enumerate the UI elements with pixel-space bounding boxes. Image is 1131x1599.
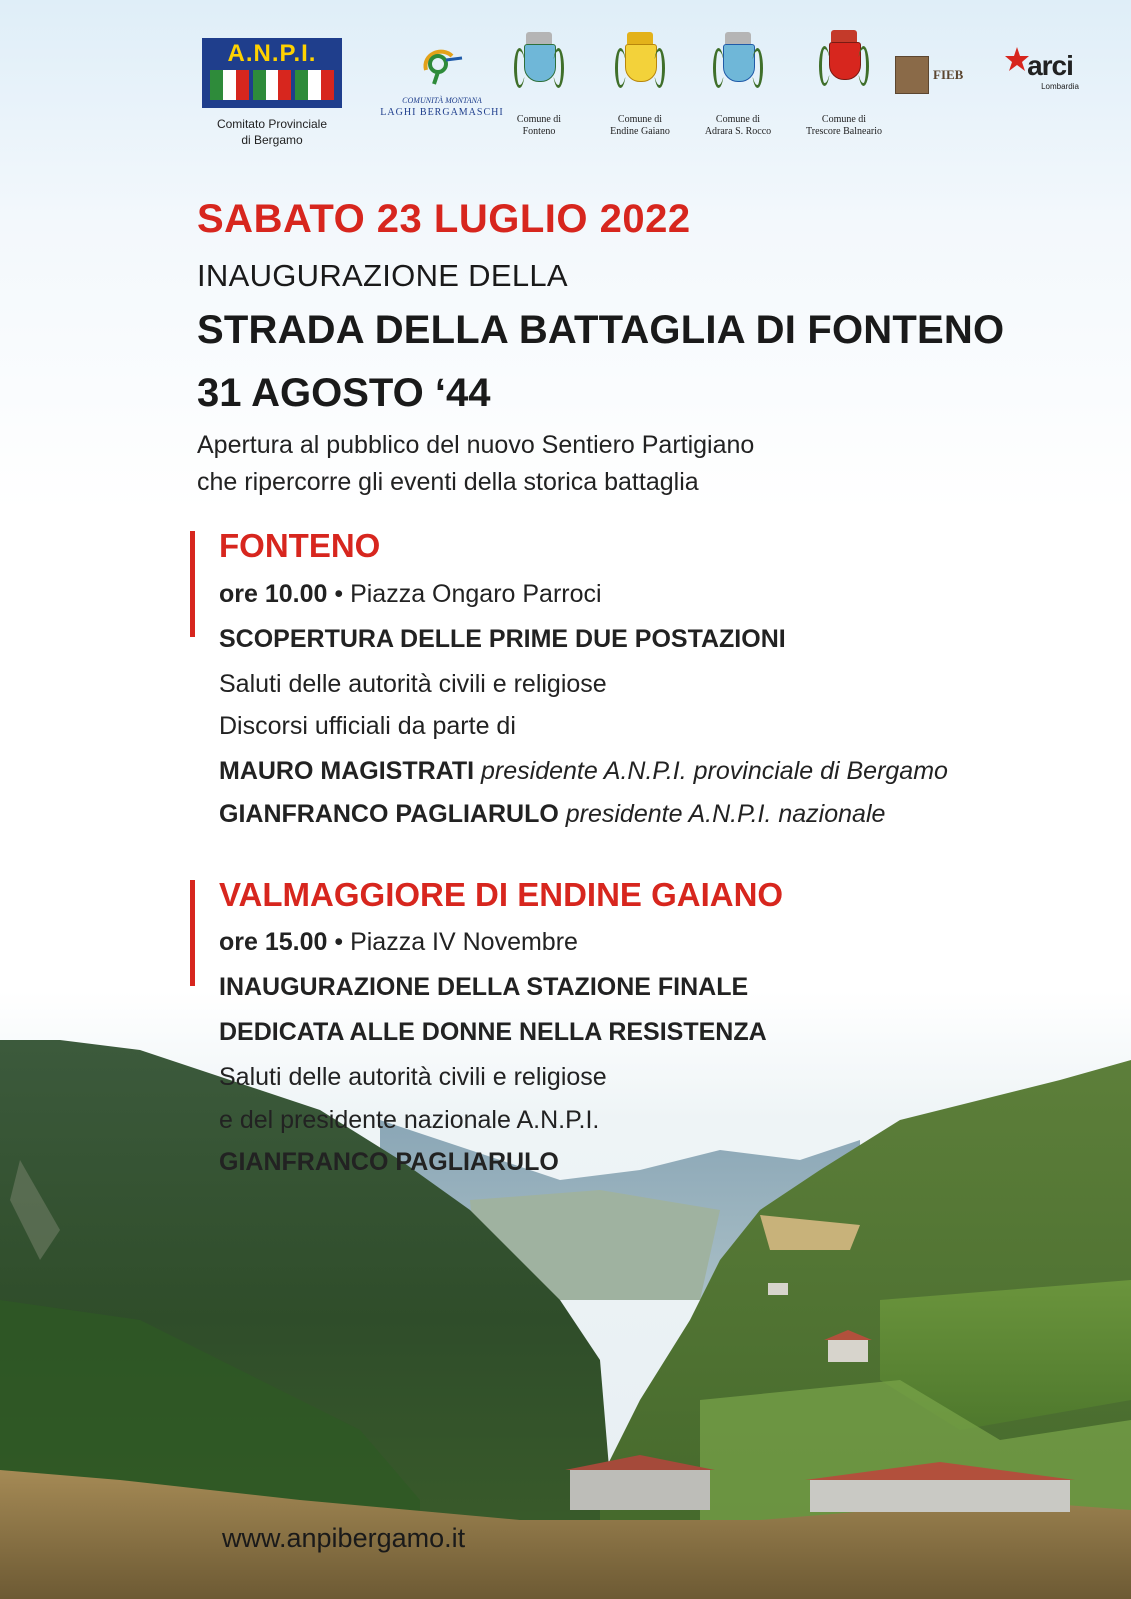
comune-fonteno-logo [496,32,582,138]
adrara-crest-icon [713,32,763,90]
valmaggiore-place: • Piazza IV Novembre [327,928,578,956]
fonteno-speaker2 [219,800,885,829]
fieb-text: FIEB [933,67,964,82]
endine-gaiano-crest-icon [615,32,665,90]
fonteno-time-place [219,580,602,609]
speaker1-role: presidente A.N.P.I. provinciale di Bergamo [474,757,948,785]
event-title: STRADA DELLA BATTAGLIA DI FONTENO [197,308,1005,352]
anpi-logo-text: A.N.P.I. [227,40,317,67]
fonteno-accent-bar [190,531,195,637]
trescore-crest-icon [819,30,869,88]
anpi-caption-line2: di Bergamo [241,133,303,147]
website-url: www.anpibergamo.it [222,1523,466,1553]
battle-date: 31 AGOSTO ‘44 [197,371,491,415]
comune-endine-gaiano-logo [590,32,690,138]
speaker2-name: GIANFRANCO PAGLIARULO [219,800,559,828]
subtitle-line1: Apertura al pubblico del nuovo Sentiero Partigiano [197,431,755,459]
valmaggiore-line2: e del presidente nazionale A.N.P.I. [219,1106,600,1134]
fieb-relief-icon [895,56,929,94]
valmaggiore-time-place [219,928,578,957]
speaker1-name: MAURO MAGISTRATI [219,757,475,785]
fonteno-crest-icon [514,32,564,90]
comune-endine-caption-2: Endine Gaiano [610,126,670,137]
fonteno-place: • Piazza Ongaro Parroci [327,580,602,608]
comune-endine-caption-1: Comune di [617,114,663,125]
comunita-caption-line2: LAGHI BERGAMASCHI [380,107,504,118]
anpi-logo [197,38,347,148]
comunita-montana-icon [412,40,472,90]
valmaggiore-event2: DEDICATA ALLE DONNE NELLA RESISTENZA [219,1018,767,1046]
comune-fonteno-caption-1: Comune di [516,114,562,125]
comune-adrara-logo [686,32,790,138]
valmaggiore-line1: Saluti delle autorità civili e religiose [219,1063,607,1091]
comune-trescore-caption-1: Comune di [821,114,867,125]
valmaggiore-title: VALMAGGIORE DI ENDINE GAIANO [219,876,784,913]
fonteno-line2: Discorsi ufficiali da parte di [219,712,516,740]
comune-trescore-caption-2: Trescore Balneario [806,126,882,137]
comune-trescore-logo [788,30,900,138]
event-date: SABATO 23 LUGLIO 2022 [197,197,691,241]
comune-adrara-caption-2: Adrara S. Rocco [704,126,772,137]
anpi-caption-line1: Comitato Provinciale [216,117,328,131]
comune-fonteno-caption-2: Fonteno [522,126,556,137]
anpi-emblem [202,38,342,108]
fieb-logo [895,56,975,96]
italian-flag-stripes [210,70,334,100]
comune-adrara-caption-1: Comune di [715,114,761,125]
fonteno-line1: Saluti delle autorità civili e religiose [219,670,607,698]
valmaggiore-accent-bar [190,880,195,986]
fonteno-speaker1 [219,757,948,786]
fonteno-event: SCOPERTURA DELLE PRIME DUE POSTAZIONI [219,625,786,653]
arci-subtext: Lombardia [1041,82,1079,91]
valmaggiore-speaker: GIANFRANCO PAGLIARULO [219,1148,559,1176]
subtitle-line2: che ripercorre gli eventi della storica battaglia [197,468,699,496]
inauguration-label: INAUGURAZIONE DELLA [197,258,568,293]
valmaggiore-event1: INAUGURAZIONE DELLA STAZIONE FINALE [219,973,749,1001]
fonteno-time: ore 10.00 [219,580,328,608]
fonteno-title: FONTENO [219,527,381,564]
comunita-caption-line1: COMUNITÀ MONTANA [402,96,482,105]
arci-logo [1000,44,1084,91]
valmaggiore-time: ore 15.00 [219,928,328,956]
speaker2-role: presidente A.N.P.I. nazionale [558,800,886,828]
arci-text: arci [1027,50,1073,81]
